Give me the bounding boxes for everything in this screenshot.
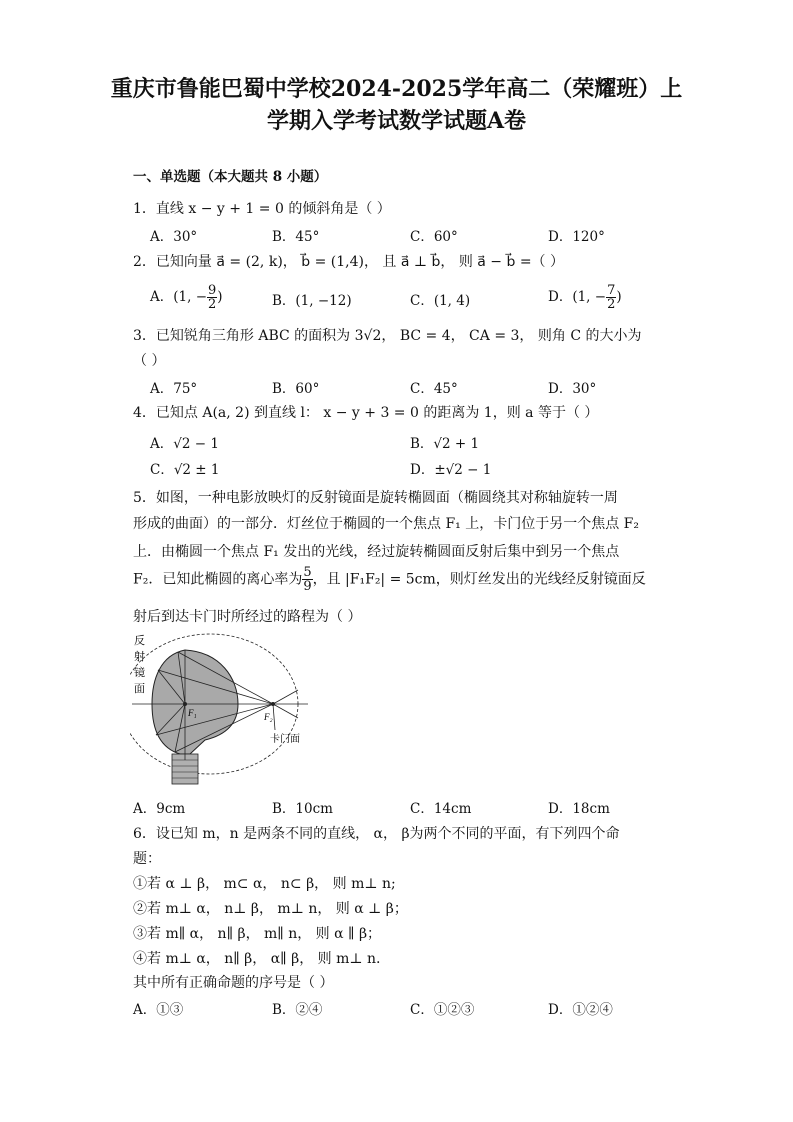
- question-4-option-d: D．±√2 − 1: [410, 462, 492, 478]
- question-6-prop-4: ④若 m⊥ α， n∥ β， α∥ β， 则 m⊥ n.: [133, 951, 381, 967]
- label-mirror-1: 反: [134, 634, 145, 647]
- question-6-prop-1: ①若 α ⊥ β， m⊂ α， n⊂ β， 则 m⊥ n;: [133, 876, 396, 892]
- question-5-line-4: F₂．已知此椭圆的离心率为 $\frac{5}{9}$ ，且 |F₁F₂| = 5cm，则灯丝发出的光线经反射镜面反: [133, 565, 646, 594]
- question-6-prop-2: ②若 m⊥ α， n⊥ β， m⊥ n， 则 α ⊥ β；: [133, 901, 408, 917]
- question-6-line-1: 6．设已知 m，n 是两条不同的直线， α， β为两个不同的平面，有下列四个命: [133, 826, 620, 842]
- question-3-option-b: B．60°: [272, 381, 320, 397]
- question-6-line-2: 题：: [133, 851, 161, 867]
- question-1-stem: 1．直线 x − y + 1 = 0 的倾斜角是（ ）: [133, 201, 391, 217]
- title-line-1: 重庆市鲁能巴蜀中学校2024-2025学年高二（荣耀班）上: [110, 76, 683, 102]
- question-2-stem: 2．已知向量 a⃗ = (2, k)， b⃗ = (1,4)， 且 a⃗ ⊥ b⃗， 则 a⃗ − b⃗ =（ ）: [133, 254, 564, 270]
- label-gate: 卡门面: [270, 734, 300, 745]
- mirror-body: [152, 650, 238, 754]
- question-5-line-2: 形成的曲面）的一部分．灯丝位于椭圆的一个焦点 F₁ 上，卡门位于另一个焦点 F₂: [133, 516, 640, 532]
- question-4-option-c: C．√2 ± 1: [150, 462, 220, 478]
- question-5-line-3: 上．由椭圆一个焦点 F₁ 发出的光线，经过旋转椭圆面反射后集中到另一个焦点: [133, 544, 620, 560]
- question-5-option-a: A．9cm: [133, 801, 186, 817]
- question-2-option-c: C．(1, 4): [410, 293, 471, 309]
- question-4-stem: 4．已知点 A(a, 2) 到直线 l： x − y + 3 = 0 的距离为 1，则 a 等于（ ）: [133, 405, 599, 421]
- question-6-prop-3: ③若 m∥ α， n∥ β， m∥ n， 则 α ∥ β；: [133, 926, 382, 942]
- question-6-option-b: B．②④: [272, 1002, 323, 1018]
- question-5-line-5: 射后到达卡门时所经过的路程为（ ）: [133, 609, 362, 625]
- section-heading: 一、单选题（本大题共 8 小题）: [133, 169, 328, 185]
- label-mirror-2: 射: [134, 650, 145, 663]
- question-1-option-b: B．45°: [272, 229, 320, 245]
- question-6-option-c: C．①②③: [410, 1002, 475, 1018]
- question-5-option-d: D．18cm: [548, 801, 610, 817]
- label-f2: F₂: [264, 712, 273, 722]
- question-1-option-c: C．60°: [410, 229, 458, 245]
- question-3-option-d: D．30°: [548, 381, 597, 397]
- question-1-option-a: A．30°: [150, 229, 198, 245]
- title-line-2: 学期入学考试数学试题A卷: [266, 108, 527, 134]
- question-3-option-a: A．75°: [150, 381, 198, 397]
- label-mirror-3: 镜: [134, 666, 145, 679]
- question-6-prompt: 其中所有正确命题的序号是（ ）: [133, 975, 334, 991]
- question-3-stem-line2: （ ）: [133, 353, 166, 369]
- question-5-option-b: B．10cm: [272, 801, 333, 817]
- gate-pointer: [273, 704, 275, 730]
- question-2-option-b: B．(1, −12): [272, 293, 352, 309]
- question-1-option-d: D．120°: [548, 229, 605, 245]
- ellipse-mirror-figure: [130, 630, 310, 790]
- label-f1: F₁: [188, 708, 197, 718]
- focus-f1-dot: [183, 702, 187, 706]
- question-5-line-1: 5．如图，一种电影放映灯的反射镜面是旋转椭圆面（椭圆绕其对称轴旋转一周: [133, 490, 618, 506]
- label-mirror-4: 面: [134, 682, 145, 695]
- question-3-option-c: C．45°: [410, 381, 458, 397]
- question-3-stem: 3．已知锐角三角形 ABC 的面积为 3√2， BC = 4， CA = 3， 则角 C 的大小为: [133, 328, 642, 344]
- question-5-option-c: C．14cm: [410, 801, 472, 817]
- question-2-option-d: D．(1, − $\frac{7}{2}$ ): [548, 283, 622, 312]
- question-4-option-b: B．√2 + 1: [410, 436, 480, 452]
- question-6-option-d: D．①②④: [548, 1002, 613, 1018]
- question-2-option-a: A．(1, − $\frac{9}{2}$ ): [150, 283, 223, 312]
- question-4-option-a: A．√2 − 1: [150, 436, 219, 452]
- question-6-option-a: A．①③: [133, 1002, 184, 1018]
